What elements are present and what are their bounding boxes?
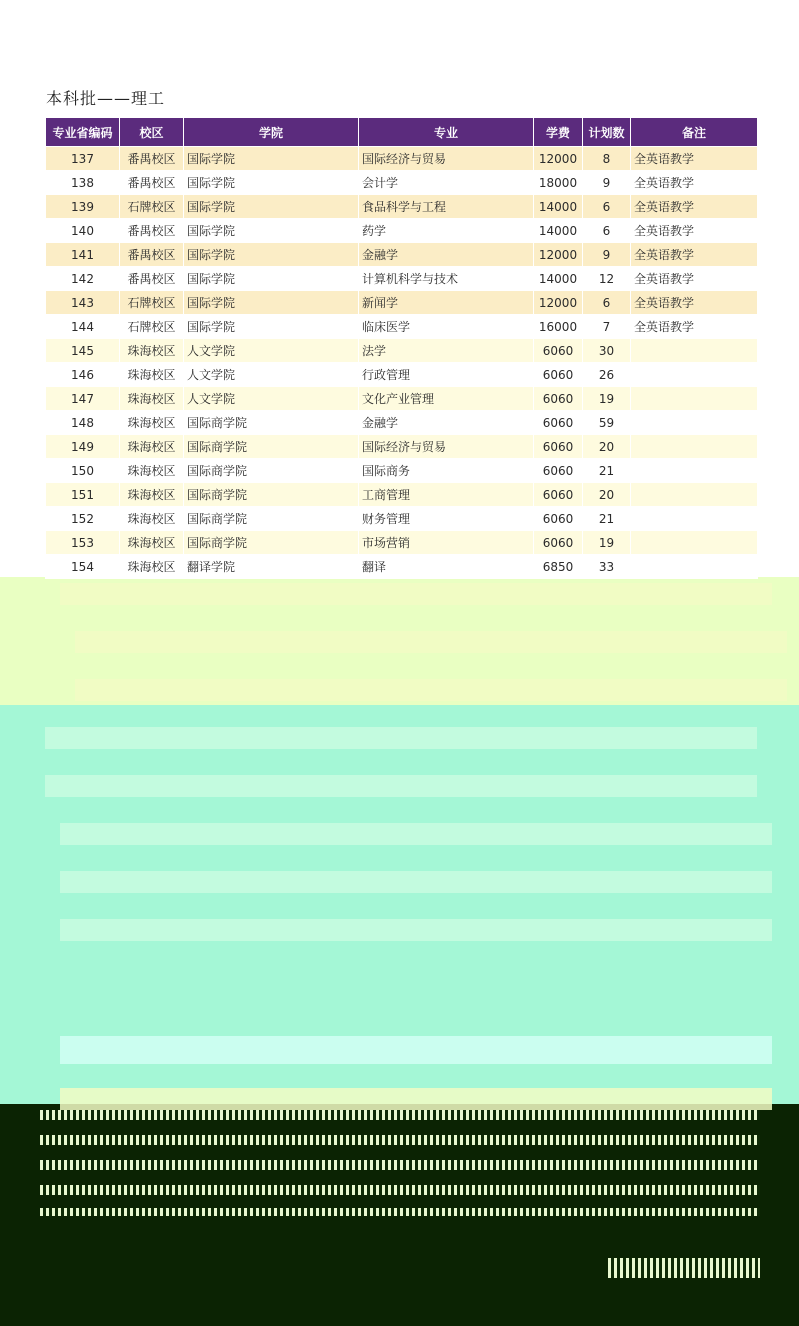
cell-campus: 石牌校区 <box>120 315 184 339</box>
admissions-table <box>45 117 758 579</box>
cell-campus: 番禺校区 <box>120 243 184 267</box>
cell-plan: 19 <box>583 531 631 555</box>
cell-college: 国际学院 <box>184 195 359 219</box>
header-tuition: 学费 <box>534 118 583 147</box>
table-row <box>46 363 758 387</box>
cell-college: 人文学院 <box>184 339 359 363</box>
cell-major: 药学 <box>359 219 534 243</box>
cell-code: 137 <box>46 147 120 171</box>
cell-tuition: 12000 <box>534 147 583 171</box>
cell-plan: 26 <box>583 363 631 387</box>
artifact-row <box>45 775 757 797</box>
artifact-noise <box>40 1110 760 1120</box>
cell-plan: 8 <box>583 147 631 171</box>
cell-plan: 59 <box>583 411 631 435</box>
table-header-row <box>46 118 758 147</box>
cell-major: 财务管理 <box>359 507 534 531</box>
table-row <box>46 147 758 171</box>
cell-campus: 珠海校区 <box>120 411 184 435</box>
table-row <box>46 531 758 555</box>
cell-major: 行政管理 <box>359 363 534 387</box>
cell-campus: 珠海校区 <box>120 483 184 507</box>
cell-major: 金融学 <box>359 243 534 267</box>
header-major-code: 专业省编码 <box>46 118 120 147</box>
cell-college: 国际学院 <box>184 219 359 243</box>
header-remarks: 备注 <box>631 118 758 147</box>
cell-remarks: 全英语教学 <box>631 171 758 195</box>
cell-campus: 珠海校区 <box>120 435 184 459</box>
cell-major: 食品科学与工程 <box>359 195 534 219</box>
cell-major: 新闻学 <box>359 291 534 315</box>
cell-tuition: 6060 <box>534 363 583 387</box>
cell-remarks: 全英语教学 <box>631 291 758 315</box>
cell-tuition: 14000 <box>534 267 583 291</box>
cell-major: 国际经济与贸易 <box>359 435 534 459</box>
table-row <box>46 219 758 243</box>
artifact-row <box>75 679 787 701</box>
table-row <box>46 267 758 291</box>
artifact-row <box>60 919 772 941</box>
cell-tuition: 14000 <box>534 219 583 243</box>
cell-remarks: 全英语教学 <box>631 195 758 219</box>
cell-plan: 21 <box>583 507 631 531</box>
table-row <box>46 555 758 579</box>
cell-plan: 19 <box>583 387 631 411</box>
header-campus: 校区 <box>120 118 184 147</box>
cell-code: 145 <box>46 339 120 363</box>
cell-code: 143 <box>46 291 120 315</box>
cell-remarks: 全英语教学 <box>631 219 758 243</box>
cell-remarks <box>631 555 758 579</box>
cell-remarks <box>631 531 758 555</box>
cell-tuition: 6060 <box>534 483 583 507</box>
cell-code: 149 <box>46 435 120 459</box>
cell-major: 国际商务 <box>359 459 534 483</box>
cell-tuition: 6060 <box>534 507 583 531</box>
cell-campus: 珠海校区 <box>120 531 184 555</box>
cell-code: 146 <box>46 363 120 387</box>
cell-college: 国际学院 <box>184 147 359 171</box>
table-row <box>46 315 758 339</box>
cell-college: 国际商学院 <box>184 483 359 507</box>
cell-plan: 12 <box>583 267 631 291</box>
cell-college: 翻译学院 <box>184 555 359 579</box>
cell-campus: 番禺校区 <box>120 219 184 243</box>
cell-college: 国际商学院 <box>184 459 359 483</box>
cell-code: 139 <box>46 195 120 219</box>
cell-campus: 石牌校区 <box>120 291 184 315</box>
cell-campus: 珠海校区 <box>120 459 184 483</box>
cell-plan: 20 <box>583 483 631 507</box>
cell-code: 154 <box>46 555 120 579</box>
cell-tuition: 6060 <box>534 459 583 483</box>
cell-college: 国际学院 <box>184 315 359 339</box>
cell-college: 人文学院 <box>184 387 359 411</box>
artifact-row <box>60 871 772 893</box>
cell-plan: 6 <box>583 219 631 243</box>
artifact-header <box>60 1036 772 1064</box>
artifact-noise <box>608 1258 760 1278</box>
artifact-row <box>75 631 787 653</box>
cell-code: 153 <box>46 531 120 555</box>
cell-code: 148 <box>46 411 120 435</box>
table-row <box>46 195 758 219</box>
cell-tuition: 6850 <box>534 555 583 579</box>
cell-major: 市场营销 <box>359 531 534 555</box>
cell-tuition: 12000 <box>534 243 583 267</box>
cell-tuition: 6060 <box>534 531 583 555</box>
cell-tuition: 16000 <box>534 315 583 339</box>
cell-campus: 珠海校区 <box>120 387 184 411</box>
cell-remarks <box>631 435 758 459</box>
cell-code: 142 <box>46 267 120 291</box>
cell-code: 152 <box>46 507 120 531</box>
cell-college: 国际商学院 <box>184 531 359 555</box>
cell-college: 人文学院 <box>184 363 359 387</box>
cell-code: 141 <box>46 243 120 267</box>
artifact-noise <box>40 1208 760 1216</box>
cell-college: 国际商学院 <box>184 507 359 531</box>
table-row <box>46 459 758 483</box>
cell-tuition: 6060 <box>534 435 583 459</box>
cell-major: 翻译 <box>359 555 534 579</box>
cell-remarks <box>631 339 758 363</box>
cell-college: 国际学院 <box>184 243 359 267</box>
cell-plan: 33 <box>583 555 631 579</box>
table-row <box>46 435 758 459</box>
table-row <box>46 507 758 531</box>
cell-college: 国际学院 <box>184 291 359 315</box>
cell-remarks: 全英语教学 <box>631 147 758 171</box>
artifact-noise <box>40 1185 760 1195</box>
cell-plan: 30 <box>583 339 631 363</box>
cell-plan: 9 <box>583 171 631 195</box>
table-row <box>46 387 758 411</box>
cell-major: 计算机科学与技术 <box>359 267 534 291</box>
cell-remarks <box>631 387 758 411</box>
cell-tuition: 14000 <box>534 195 583 219</box>
header-plan-count: 计划数 <box>583 118 631 147</box>
cell-code: 151 <box>46 483 120 507</box>
section-title: 本科批——理工 <box>46 89 166 108</box>
artifact-noise <box>40 1135 760 1145</box>
cell-campus: 番禺校区 <box>120 171 184 195</box>
cell-tuition: 12000 <box>534 291 583 315</box>
cell-code: 138 <box>46 171 120 195</box>
cell-major: 金融学 <box>359 411 534 435</box>
cell-plan: 21 <box>583 459 631 483</box>
cell-campus: 番禺校区 <box>120 267 184 291</box>
cell-major: 国际经济与贸易 <box>359 147 534 171</box>
cell-major: 会计学 <box>359 171 534 195</box>
cell-major: 临床医学 <box>359 315 534 339</box>
cell-campus: 珠海校区 <box>120 555 184 579</box>
cell-major: 法学 <box>359 339 534 363</box>
cell-tuition: 6060 <box>534 411 583 435</box>
cell-code: 140 <box>46 219 120 243</box>
header-college: 学院 <box>184 118 359 147</box>
cell-tuition: 6060 <box>534 387 583 411</box>
artifact-row <box>60 583 772 605</box>
cell-campus: 珠海校区 <box>120 363 184 387</box>
cell-remarks: 全英语教学 <box>631 315 758 339</box>
artifact-noise <box>40 1160 760 1170</box>
cell-code: 150 <box>46 459 120 483</box>
cell-remarks <box>631 363 758 387</box>
artifact-row <box>60 1088 772 1110</box>
cell-remarks <box>631 411 758 435</box>
table-row <box>46 291 758 315</box>
cell-tuition: 6060 <box>534 339 583 363</box>
cell-campus: 石牌校区 <box>120 195 184 219</box>
cell-code: 147 <box>46 387 120 411</box>
cell-campus: 番禺校区 <box>120 147 184 171</box>
cell-remarks: 全英语教学 <box>631 243 758 267</box>
cell-campus: 珠海校区 <box>120 507 184 531</box>
cell-plan: 20 <box>583 435 631 459</box>
cell-college: 国际学院 <box>184 171 359 195</box>
cell-college: 国际学院 <box>184 267 359 291</box>
cell-remarks: 全英语教学 <box>631 267 758 291</box>
table-row <box>46 483 758 507</box>
cell-college: 国际商学院 <box>184 411 359 435</box>
table-row <box>46 339 758 363</box>
cell-major: 工商管理 <box>359 483 534 507</box>
table-row <box>46 411 758 435</box>
cell-major: 文化产业管理 <box>359 387 534 411</box>
cell-plan: 6 <box>583 291 631 315</box>
table-row <box>46 243 758 267</box>
cell-remarks <box>631 507 758 531</box>
cell-plan: 6 <box>583 195 631 219</box>
cell-plan: 7 <box>583 315 631 339</box>
cell-remarks <box>631 483 758 507</box>
header-major: 专业 <box>359 118 534 147</box>
cell-tuition: 18000 <box>534 171 583 195</box>
cell-campus: 珠海校区 <box>120 339 184 363</box>
artifact-row <box>60 823 772 845</box>
cell-code: 144 <box>46 315 120 339</box>
cell-college: 国际商学院 <box>184 435 359 459</box>
artifact-row <box>45 727 757 749</box>
cell-remarks <box>631 459 758 483</box>
table-row <box>46 171 758 195</box>
cell-plan: 9 <box>583 243 631 267</box>
